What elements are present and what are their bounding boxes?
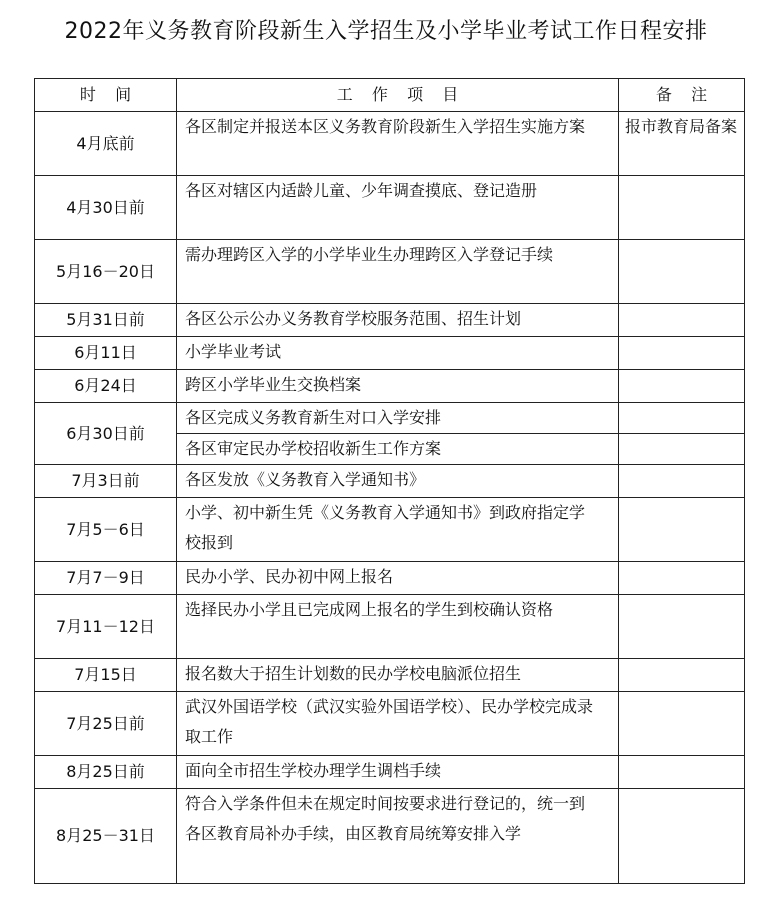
- table-row: [35, 370, 745, 403]
- note-cell: [619, 498, 745, 562]
- table-row: [35, 692, 745, 756]
- work-item-cell: 民办小学、民办初中网上报名: [177, 562, 619, 595]
- time-cell: 7月11－12日: [35, 595, 177, 659]
- note-cell: [619, 337, 745, 370]
- work-item-cell: 各区完成义务教育新生对口入学安排: [177, 403, 619, 434]
- time-cell: 4月底前: [35, 112, 177, 176]
- time-cell: 7月25日前: [35, 692, 177, 756]
- note-cell: [619, 562, 745, 595]
- time-cell: 8月25日前: [35, 756, 177, 789]
- work-item-cell: 各区审定民办学校招收新生工作方案: [177, 434, 619, 465]
- table-header-row: [35, 79, 745, 112]
- note-cell: [619, 240, 745, 304]
- work-item-cell: 各区发放《义务教育入学通知书》: [177, 465, 619, 498]
- header-time: 时间: [35, 79, 177, 112]
- header-work-item: 工作项目: [177, 79, 619, 112]
- table-row: [35, 240, 745, 304]
- note-cell: [619, 692, 745, 756]
- note-cell: 报市教育局备案: [619, 112, 745, 176]
- note-cell: [619, 403, 745, 434]
- note-cell: [619, 789, 745, 884]
- work-item-cell: 跨区小学毕业生交换档案: [177, 370, 619, 403]
- work-item-cell: 选择民办小学且已完成网上报名的学生到校确认资格: [177, 595, 619, 659]
- table-row: [35, 659, 745, 692]
- time-cell: 6月24日: [35, 370, 177, 403]
- work-item-cell: 武汉外国语学校（武汉实验外国语学校）、民办学校完成录取工作: [177, 692, 619, 756]
- table-row: [35, 403, 745, 434]
- time-cell: 5月16－20日: [35, 240, 177, 304]
- table-row: [35, 176, 745, 240]
- work-item-cell: 各区对辖区内适龄儿童、少年调查摸底、登记造册: [177, 176, 619, 240]
- time-cell: 6月30日前: [35, 403, 177, 465]
- note-cell: [619, 176, 745, 240]
- time-cell: 8月25－31日: [35, 789, 177, 884]
- work-item-cell: 小学毕业考试: [177, 337, 619, 370]
- work-item-cell: 各区公示公办义务教育学校服务范围、招生计划: [177, 304, 619, 337]
- work-item-cell: 符合入学条件但未在规定时间按要求进行登记的，统一到各区教育局补办手续，由区教育局统筹安排入学: [177, 789, 619, 884]
- schedule-table: [34, 78, 745, 884]
- table-row: [35, 595, 745, 659]
- work-item-cell: 小学、初中新生凭《义务教育入学通知书》到政府指定学校报到: [177, 498, 619, 562]
- header-note: 备注: [619, 79, 745, 112]
- table-row: [35, 112, 745, 176]
- table-row: [35, 789, 745, 884]
- note-cell: [619, 595, 745, 659]
- note-cell: [619, 756, 745, 789]
- table-row: [35, 465, 745, 498]
- table-row: [35, 304, 745, 337]
- page-title: 2022年义务教育阶段新生入学招生及小学毕业考试工作日程安排: [64, 19, 708, 44]
- time-cell: 7月5－6日: [35, 498, 177, 562]
- work-item-cell: 各区制定并报送本区义务教育阶段新生入学招生实施方案: [177, 112, 619, 176]
- note-cell: [619, 659, 745, 692]
- work-item-cell: 需办理跨区入学的小学毕业生办理跨区入学登记手续: [177, 240, 619, 304]
- time-cell: 7月7－9日: [35, 562, 177, 595]
- time-cell: 7月15日: [35, 659, 177, 692]
- table-row: [35, 756, 745, 789]
- time-cell: 5月31日前: [35, 304, 177, 337]
- time-cell: 7月3日前: [35, 465, 177, 498]
- table-row: [35, 337, 745, 370]
- work-item-cell: 报名数大于招生计划数的民办学校电脑派位招生: [177, 659, 619, 692]
- note-cell: [619, 304, 745, 337]
- note-cell: [619, 434, 745, 465]
- note-cell: [619, 370, 745, 403]
- note-cell: [619, 465, 745, 498]
- table-row: [35, 562, 745, 595]
- time-cell: 4月30日前: [35, 176, 177, 240]
- time-cell: 6月11日: [35, 337, 177, 370]
- table-row: [35, 498, 745, 562]
- work-item-cell: 面向全市招生学校办理学生调档手续: [177, 756, 619, 789]
